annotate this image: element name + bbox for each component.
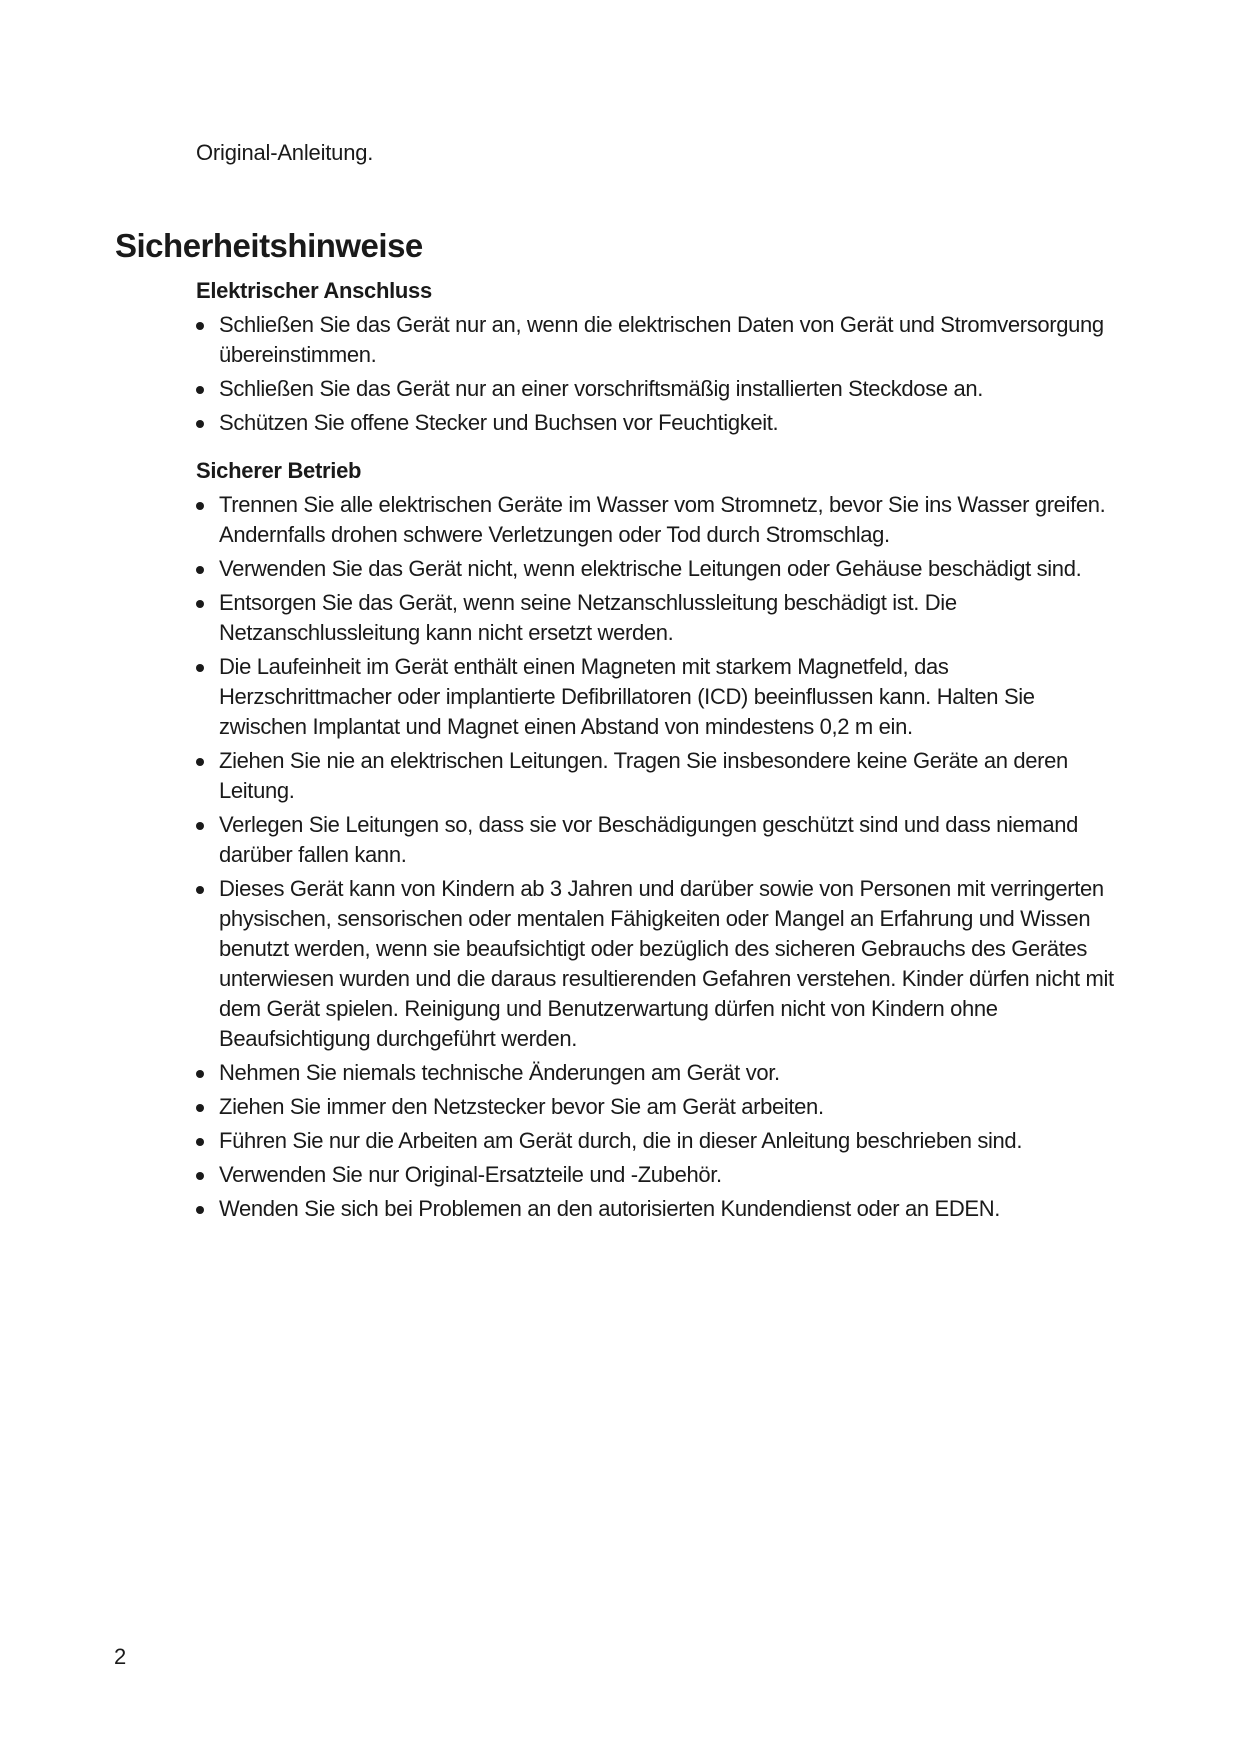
bullet-icon: [196, 322, 204, 330]
bullet-icon: [196, 1070, 204, 1078]
list-item-text: Schützen Sie offene Stecker und Buchsen vor Feuchtigkeit.: [219, 410, 779, 435]
bullet-icon: [196, 1206, 204, 1214]
list-item-text: Trennen Sie alle elektrischen Geräte im Wasser vom Stromnetz, bevor Sie ins Wasser greifen. Andernfalls drohen schwere Verletzungen oder Tod durch Stromschlag.: [219, 492, 1106, 547]
list-item: [196, 1160, 1126, 1190]
bullet-icon: [196, 502, 204, 510]
list-item-text: Ziehen Sie nie an elektrischen Leitungen. Tragen Sie insbesondere keine Geräte an deren Leitung.: [219, 748, 1068, 803]
bullet-icon: [196, 1172, 204, 1180]
list-item-text: Schließen Sie das Gerät nur an einer vorschriftsmäßig installierten Steckdose an.: [219, 376, 984, 401]
bullet-icon: [196, 822, 204, 830]
list-item: [196, 652, 1126, 742]
list-item-text: Führen Sie nur die Arbeiten am Gerät durch, die in dieser Anleitung beschrieben sind.: [219, 1128, 1023, 1153]
electrical-list: [196, 310, 1126, 438]
list-item-text: Verwenden Sie nur Original-Ersatzteile und -Zubehör.: [219, 1162, 722, 1187]
list-item: [196, 1058, 1126, 1088]
intro-text: Original-Anleitung.: [196, 140, 374, 165]
list-item-text: Verlegen Sie Leitungen so, dass sie vor Beschädigungen geschützt sind und dass niemand darüber fallen kann.: [219, 812, 1079, 867]
bullet-icon: [196, 1138, 204, 1146]
list-item: [196, 874, 1126, 1054]
list-item: [196, 1126, 1126, 1156]
safety-content: [196, 276, 1126, 1228]
section-title: Sicherheitshinweise: [115, 227, 423, 264]
list-item: [196, 310, 1126, 370]
list-item: [196, 588, 1126, 648]
list-item-text: Wenden Sie sich bei Problemen an den autorisierten Kundendienst oder an EDEN.: [219, 1196, 1001, 1221]
list-item-text: Entsorgen Sie das Gerät, wenn seine Netzanschlussleitung beschädigt ist. Die Netzanschlussleitung kann nicht ersetzt werden.: [219, 590, 957, 645]
list-item: [196, 1092, 1126, 1122]
list-item: [196, 374, 1126, 404]
operation-list: [196, 490, 1126, 1224]
electrical-heading: Elektrischer Anschluss: [196, 278, 432, 303]
list-item-text: Nehmen Sie niemals technische Änderungen am Gerät vor.: [219, 1060, 780, 1085]
list-item: [196, 1194, 1126, 1224]
operation-heading: Sicherer Betrieb: [196, 458, 362, 483]
list-item-text: Ziehen Sie immer den Netzstecker bevor Sie am Gerät arbeiten.: [219, 1094, 824, 1119]
bullet-icon: [196, 420, 204, 428]
list-item: [196, 490, 1126, 550]
list-item: [196, 746, 1126, 806]
bullet-icon: [196, 886, 204, 894]
bullet-icon: [196, 600, 204, 608]
list-item-text: Dieses Gerät kann von Kindern ab 3 Jahren und darüber sowie von Personen mit verringerten physischen, sensorischen oder mentalen Fähigkeiten oder Mangel an Erfahrung und Wissen benutzt werden, wenn sie beaufsichtigt oder bezüglich des sicheren Gebrauchs des Gerätes unterwiesen wurden und die daraus resultierenden Gefahren verstehen. Kinder dürfen nicht mit dem Gerät spielen. Reinigung und Benutzerwartung dürfen nicht von Kindern ohne Beaufsichtigung durchgeführt werden.: [219, 876, 1114, 1051]
bullet-icon: [196, 664, 204, 672]
list-item-text: Verwenden Sie das Gerät nicht, wenn elektrische Leitungen oder Gehäuse beschädigt sind.: [219, 556, 1082, 581]
bullet-icon: [196, 566, 204, 574]
list-item: [196, 408, 1126, 438]
list-item-text: Schließen Sie das Gerät nur an, wenn die elektrischen Daten von Gerät und Stromversorgung übereinstimmen.: [219, 312, 1104, 367]
bullet-icon: [196, 758, 204, 766]
page-number: 2: [114, 1644, 127, 1669]
bullet-icon: [196, 1104, 204, 1112]
list-item: [196, 554, 1126, 584]
list-item-text: Die Laufeinheit im Gerät enthält einen Magneten mit starkem Magnetfeld, das Herzschrittmacher oder implantierte Defibrillatoren (ICD) beeinflussen kann. Halten Sie zwischen Implantat und Magnet einen Abstand von mindestens 0,2 m ein.: [219, 654, 1035, 739]
list-item: [196, 810, 1126, 870]
bullet-icon: [196, 386, 204, 394]
